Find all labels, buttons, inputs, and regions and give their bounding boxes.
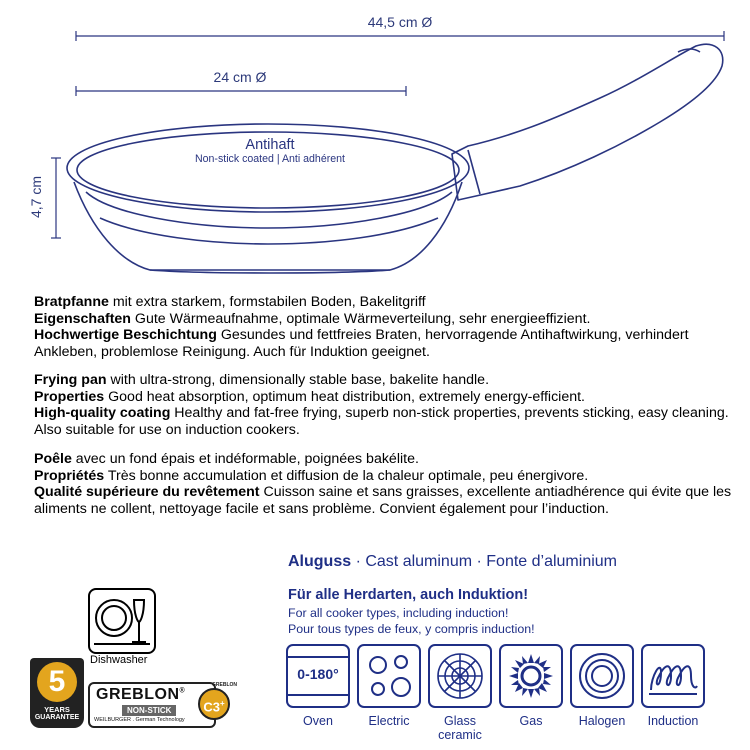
desc-line: Eigenschaften Gute Wärmeaufnahme, optimale Wärmeverteilung, sehr energieeffizient. (34, 310, 591, 327)
dishwasher-label: Dishwasher (90, 654, 148, 666)
oven-label: Oven (303, 714, 333, 728)
antihaft-label (180, 137, 360, 165)
desc-line: Poêle avec un fond épais et indéformable, poignées bakélite. (34, 451, 419, 467)
c3-badge: C3+ (198, 688, 230, 720)
halogen-label: Halogen (578, 714, 626, 728)
desc-line: Bratpfanne mit extra starkem, formstabilen Boden, Bakelitgriff (34, 294, 426, 310)
electric-label: Electric (368, 714, 410, 728)
total-length-label: 44,5 cm Ø (367, 14, 433, 30)
cooker-headline: Für alle Herdarten, auch Induktion! (288, 587, 529, 603)
gas-label: Gas (519, 714, 543, 728)
oven-icon (286, 644, 350, 708)
antihaft-subtitle: Non-stick coated | Anti adhérent (195, 153, 345, 165)
guarantee-years-number: 5 (48, 665, 66, 698)
cooker-french: Pour tous types de feux, y compris induction! (288, 622, 535, 636)
desc-line: High-quality coating Healthy and fat-free frying, superb non-stick properties, prevents sticking, easy cleaning. Also suitable for use on induction cookers. (34, 405, 729, 438)
pan-body (74, 182, 462, 270)
halogen-icon (570, 644, 634, 708)
desc-line: Properties Good heat absorption, optimum heat distribution, extremely energy-efficient. (34, 388, 585, 405)
induction-label: Induction (647, 714, 699, 728)
frying-pan-drawing (0, 0, 750, 300)
guarantee-years-text: YEARS (44, 705, 70, 714)
description-english (34, 372, 734, 438)
induction-coil-icon (641, 644, 705, 708)
desc-line: Propriétés Très bonne accumulation et diffusion de la chaleur optimale, peu énergivore. (34, 467, 589, 484)
glass-ceramic-icon (428, 644, 492, 708)
weilburger-label: WEILBURGER . German Technology (94, 717, 185, 723)
dishwasher-icon (88, 588, 156, 654)
oven-temperature: 0-180° (297, 666, 339, 682)
nonstick-label: NON-STICK (122, 705, 176, 716)
cooker-english: For all cooker types, including induction! (288, 606, 509, 620)
desc-line: Hochwertige Beschichtung Gesundes und fettfreies Braten, hervorragende Antihaftwirkung, verhindert Ankleben, problemlose Reinigung. Auch für Induktion geeignet. (34, 327, 689, 360)
greblon-badge (88, 682, 240, 728)
material-line: Aluguss · Cast aluminum · Fonte d’aluminium (288, 553, 617, 570)
guarantee-badge (30, 658, 84, 728)
gas-flame-icon (499, 644, 563, 708)
diameter-label: 24 cm Ø (213, 69, 267, 85)
height-label: 4,7 cm (28, 176, 44, 219)
pan-handle (452, 44, 723, 200)
glass-ceramic-label: Glass ceramic (438, 714, 482, 742)
desc-line: Frying pan with ultra-strong, dimensionally stable base, bakelite handle. (34, 372, 490, 388)
greblon-logo-text: GREBLON® (96, 686, 186, 703)
desc-line: Qualité supérieure du revêtement Cuisson saine et sans graisses, excellente antiadhérence qui évite que les aliments ne collent, nettoyage facile et sans problème. Convient également pour l’induction. (34, 484, 732, 517)
electric-hob-icon (357, 644, 421, 708)
greblon-small-label: GREBLON (212, 682, 237, 688)
antihaft-title: Antihaft (245, 137, 295, 153)
description-french (34, 451, 734, 517)
description-german (34, 294, 734, 360)
guarantee-text: GUARANTEE (34, 714, 80, 721)
